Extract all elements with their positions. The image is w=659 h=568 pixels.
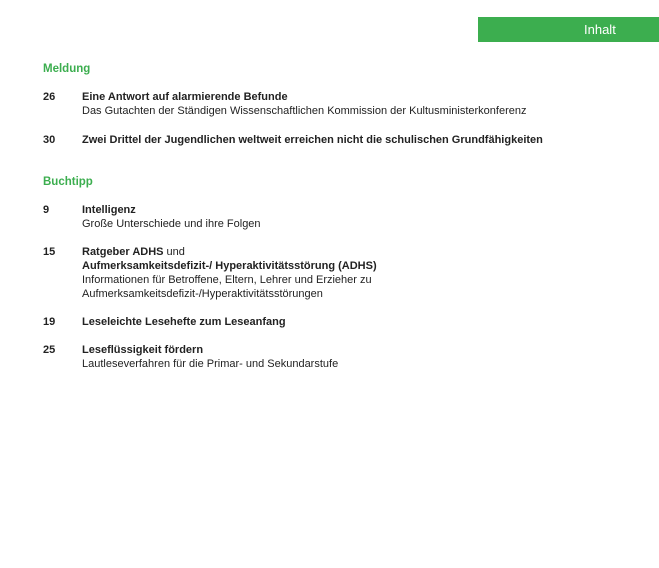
entry-subtitle-line1: Informationen für Betroffene, Eltern, Lehrer und Erzieher zu: [82, 274, 372, 286]
section-meldung: [43, 62, 643, 147]
entry-subtitle-line2: Aufmerksamkeitsdefizit-/Hyperaktivitätsstörungen: [82, 288, 323, 300]
section-title-meldung: Meldung: [43, 63, 91, 75]
page-number: 26: [43, 91, 56, 103]
entry-title-line1: [82, 245, 643, 259]
entry-title-part2: Aufmerksamkeitsdefizit-/ Hyperaktivitätsstörung (ADHS): [82, 260, 377, 272]
page-number: 9: [43, 204, 50, 216]
toc-entry[interactable]: [43, 133, 643, 147]
entry-title: Zwei Drittel der Jugendlichen weltweit erreichen nicht die schulischen Grundfähigkeiten: [82, 134, 543, 146]
entry-subtitle: Das Gutachten der Ständigen Wissenschaftlichen Kommission der Kultusministerkonferenz: [82, 105, 527, 117]
toc-entry[interactable]: [43, 245, 643, 301]
entry-subtitle: Lautleseverfahren für die Primar- und Sekundarstufe: [82, 358, 339, 370]
page-number: 30: [43, 134, 56, 146]
page-number: 25: [43, 344, 56, 356]
entry-title: Intelligenz: [82, 204, 136, 216]
section-title-buchtipp: Buchtipp: [43, 176, 93, 188]
inhalt-tab[interactable]: [478, 17, 659, 42]
toc-entry[interactable]: [43, 203, 643, 231]
toc-entry[interactable]: [43, 343, 643, 371]
page-number: 15: [43, 246, 56, 258]
entry-title-part1: Ratgeber ADHS: [82, 246, 164, 258]
section-buchtipp: [43, 175, 643, 371]
entry-subtitle: Große Unterschiede und ihre Folgen: [82, 218, 261, 230]
entry-title-connector: und: [163, 246, 185, 258]
entry-title: Leseleichte Lesehefte zum Leseanfang: [82, 316, 286, 328]
inhalt-tab-label: Inhalt: [584, 22, 616, 37]
page-number: 19: [43, 316, 56, 328]
toc-entry[interactable]: [43, 90, 643, 118]
entry-title: Eine Antwort auf alarmierende Befunde: [82, 91, 288, 103]
entry-title: Leseflüssigkeit fördern: [82, 344, 204, 356]
toc-entry[interactable]: [43, 315, 643, 329]
